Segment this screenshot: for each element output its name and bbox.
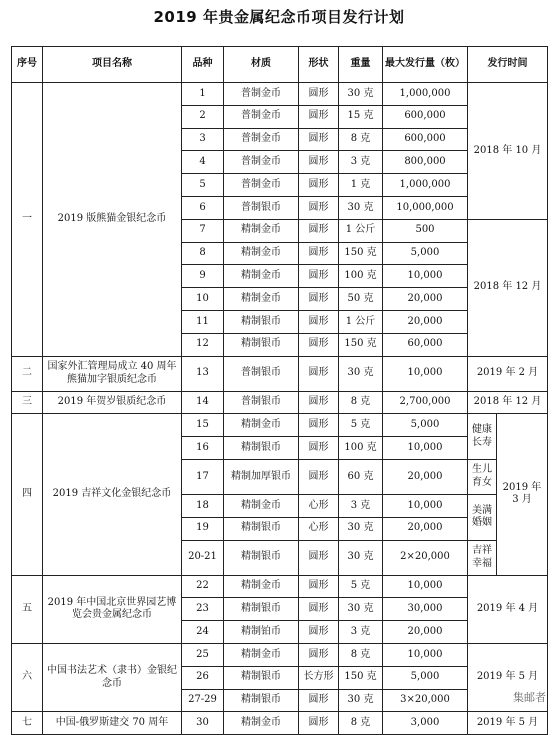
weight: 8 克 bbox=[339, 391, 383, 414]
item-no: 18 bbox=[182, 494, 224, 517]
table-row bbox=[12, 643, 548, 666]
weight: 30 克 bbox=[339, 356, 383, 391]
weight: 30 克 bbox=[339, 689, 383, 712]
max-qty: 800,000 bbox=[383, 151, 468, 174]
material: 普制银币 bbox=[224, 196, 299, 219]
issuance-plan-table bbox=[11, 46, 548, 735]
weight: 8 克 bbox=[339, 128, 383, 151]
weight: 3 克 bbox=[339, 151, 383, 174]
material: 精制金币 bbox=[224, 265, 299, 288]
max-qty: 5,000 bbox=[383, 666, 468, 689]
header-shape: 形状 bbox=[299, 47, 339, 83]
item-no: 12 bbox=[182, 333, 224, 356]
weight: 150 克 bbox=[339, 666, 383, 689]
item-no: 6 bbox=[182, 196, 224, 219]
item-no: 11 bbox=[182, 310, 224, 333]
shape: 圆形 bbox=[299, 242, 339, 265]
max-qty: 5,000 bbox=[383, 242, 468, 265]
theme-label: 生儿育女 bbox=[468, 459, 497, 494]
max-qty: 10,000 bbox=[383, 437, 468, 460]
group-seq: 四 bbox=[12, 414, 43, 575]
header-weight: 重量 bbox=[339, 47, 383, 83]
max-qty: 20,000 bbox=[383, 517, 468, 540]
material: 精制金币 bbox=[224, 494, 299, 517]
project-name: 2019 吉祥文化金银纪念币 bbox=[43, 414, 182, 575]
table-row bbox=[12, 83, 548, 106]
weight: 3 克 bbox=[339, 494, 383, 517]
weight: 3 克 bbox=[339, 621, 383, 644]
material: 精制银币 bbox=[224, 517, 299, 540]
header-material: 材质 bbox=[224, 47, 299, 83]
theme-label: 吉祥幸福 bbox=[468, 540, 497, 575]
shape: 圆形 bbox=[299, 288, 339, 311]
weight: 1 公斤 bbox=[339, 310, 383, 333]
max-qty: 10,000 bbox=[383, 265, 468, 288]
max-qty: 600,000 bbox=[383, 105, 468, 128]
project-name: 中国书法艺术（隶书）金银纪念币 bbox=[43, 643, 182, 711]
weight: 15 克 bbox=[339, 105, 383, 128]
shape: 圆形 bbox=[299, 174, 339, 197]
table-row bbox=[12, 414, 548, 437]
group-seq: 五 bbox=[12, 575, 43, 643]
max-qty: 1,000,000 bbox=[383, 83, 468, 106]
shape: 长方形 bbox=[299, 666, 339, 689]
watermark: 集邮者 bbox=[513, 691, 546, 704]
max-qty: 30,000 bbox=[383, 598, 468, 621]
shape: 圆形 bbox=[299, 265, 339, 288]
weight: 5 克 bbox=[339, 414, 383, 437]
item-no: 16 bbox=[182, 437, 224, 460]
material: 精制银币 bbox=[224, 437, 299, 460]
shape: 圆形 bbox=[299, 414, 339, 437]
shape: 圆形 bbox=[299, 540, 339, 575]
shape: 圆形 bbox=[299, 151, 339, 174]
shape: 圆形 bbox=[299, 310, 339, 333]
weight: 100 克 bbox=[339, 265, 383, 288]
item-no: 5 bbox=[182, 174, 224, 197]
item-no: 17 bbox=[182, 459, 224, 494]
header-date: 发行时间 bbox=[468, 47, 548, 83]
max-qty: 20,000 bbox=[383, 621, 468, 644]
material: 精制银币 bbox=[224, 310, 299, 333]
material: 精制银币 bbox=[224, 333, 299, 356]
material: 精制金币 bbox=[224, 575, 299, 598]
item-no: 30 bbox=[182, 712, 224, 735]
item-no: 15 bbox=[182, 414, 224, 437]
issue-date: 2018 年 10 月 bbox=[468, 83, 548, 220]
header-max-qty: 最大发行量（枚） bbox=[383, 47, 468, 83]
weight: 30 克 bbox=[339, 196, 383, 219]
shape: 圆形 bbox=[299, 356, 339, 391]
group-seq: 六 bbox=[12, 643, 43, 711]
item-no: 2 bbox=[182, 105, 224, 128]
material: 普制银币 bbox=[224, 391, 299, 414]
max-qty: 60,000 bbox=[383, 333, 468, 356]
item-no: 14 bbox=[182, 391, 224, 414]
shape: 圆形 bbox=[299, 621, 339, 644]
shape: 心形 bbox=[299, 494, 339, 517]
shape: 圆形 bbox=[299, 437, 339, 460]
issue-date: 2019 年 5 月 bbox=[468, 712, 548, 735]
item-no: 22 bbox=[182, 575, 224, 598]
weight: 5 克 bbox=[339, 575, 383, 598]
max-qty: 5,000 bbox=[383, 414, 468, 437]
theme-label: 健康长寿 bbox=[468, 414, 497, 460]
issue-date: 2019 年 2 月 bbox=[468, 356, 548, 391]
group-seq: 一 bbox=[12, 83, 43, 357]
material: 精制银币 bbox=[224, 540, 299, 575]
weight: 30 克 bbox=[339, 598, 383, 621]
table-row bbox=[12, 575, 548, 598]
item-no: 8 bbox=[182, 242, 224, 265]
material: 精制银币 bbox=[224, 689, 299, 712]
material: 精制金币 bbox=[224, 219, 299, 242]
material: 普制银币 bbox=[224, 356, 299, 391]
weight: 30 克 bbox=[339, 517, 383, 540]
material: 普制金币 bbox=[224, 128, 299, 151]
item-no: 7 bbox=[182, 219, 224, 242]
max-qty: 10,000 bbox=[383, 356, 468, 391]
max-qty: 20,000 bbox=[383, 288, 468, 311]
weight: 8 克 bbox=[339, 643, 383, 666]
issue-date: 2018 年 12 月 bbox=[468, 391, 548, 414]
max-qty: 10,000 bbox=[383, 575, 468, 598]
material: 精制银币 bbox=[224, 598, 299, 621]
shape: 圆形 bbox=[299, 105, 339, 128]
material: 普制金币 bbox=[224, 151, 299, 174]
project-name: 2019 年中国北京世界园艺博览会贵金属纪念币 bbox=[43, 575, 182, 643]
table-row bbox=[12, 391, 548, 414]
header-item: 品种 bbox=[182, 47, 224, 83]
item-no: 1 bbox=[182, 83, 224, 106]
weight: 30 克 bbox=[339, 540, 383, 575]
max-qty: 500 bbox=[383, 219, 468, 242]
max-qty: 10,000,000 bbox=[383, 196, 468, 219]
material: 普制金币 bbox=[224, 83, 299, 106]
material: 精制金币 bbox=[224, 242, 299, 265]
table-row bbox=[12, 712, 548, 735]
item-no: 26 bbox=[182, 666, 224, 689]
weight: 150 克 bbox=[339, 333, 383, 356]
shape: 圆形 bbox=[299, 196, 339, 219]
max-qty: 10,000 bbox=[383, 643, 468, 666]
max-qty: 2×20,000 bbox=[383, 540, 468, 575]
material: 精制加厚银币 bbox=[224, 459, 299, 494]
material: 精制铂币 bbox=[224, 621, 299, 644]
shape: 圆形 bbox=[299, 643, 339, 666]
group-seq: 七 bbox=[12, 712, 43, 735]
project-name: 2019 版熊猫金银纪念币 bbox=[43, 83, 182, 357]
shape: 圆形 bbox=[299, 575, 339, 598]
material: 精制银币 bbox=[224, 666, 299, 689]
item-no: 9 bbox=[182, 265, 224, 288]
max-qty: 600,000 bbox=[383, 128, 468, 151]
header-row bbox=[12, 47, 548, 83]
shape: 圆形 bbox=[299, 391, 339, 414]
material: 精制金币 bbox=[224, 712, 299, 735]
theme-label: 美满婚姻 bbox=[468, 494, 497, 540]
item-no: 13 bbox=[182, 356, 224, 391]
issue-date: 2019 年 5 月 bbox=[468, 643, 548, 711]
max-qty: 3,000 bbox=[383, 712, 468, 735]
weight: 60 克 bbox=[339, 459, 383, 494]
shape: 圆形 bbox=[299, 689, 339, 712]
shape: 心形 bbox=[299, 517, 339, 540]
weight: 8 克 bbox=[339, 712, 383, 735]
material: 精制金币 bbox=[224, 414, 299, 437]
weight: 50 克 bbox=[339, 288, 383, 311]
item-no: 23 bbox=[182, 598, 224, 621]
issue-date: 2019 年 4 月 bbox=[468, 575, 548, 643]
header-project: 项目名称 bbox=[43, 47, 182, 83]
project-name: 中国-俄罗斯建交 70 周年 bbox=[43, 712, 182, 735]
max-qty: 20,000 bbox=[383, 459, 468, 494]
shape: 圆形 bbox=[299, 459, 339, 494]
item-no: 25 bbox=[182, 643, 224, 666]
table-row bbox=[12, 356, 548, 391]
weight: 30 克 bbox=[339, 83, 383, 106]
issue-date: 2019 年 3 月 bbox=[497, 414, 548, 575]
weight: 100 克 bbox=[339, 437, 383, 460]
max-qty: 20,000 bbox=[383, 310, 468, 333]
page-title: 2019 年贵金属纪念币项目发行计划 bbox=[153, 8, 405, 26]
weight: 1 克 bbox=[339, 174, 383, 197]
header-seq: 序号 bbox=[12, 47, 43, 83]
shape: 圆形 bbox=[299, 83, 339, 106]
project-name: 国家外汇管理局成立 40 周年熊猫加字银质纪念币 bbox=[43, 356, 182, 391]
item-no: 20-21 bbox=[182, 540, 224, 575]
weight: 150 克 bbox=[339, 242, 383, 265]
material: 普制金币 bbox=[224, 174, 299, 197]
project-name: 2019 年贺岁银质纪念币 bbox=[43, 391, 182, 414]
weight: 1 公斤 bbox=[339, 219, 383, 242]
material: 精制金币 bbox=[224, 288, 299, 311]
max-qty: 3×20,000 bbox=[383, 689, 468, 712]
issue-date: 2018 年 12 月 bbox=[468, 219, 548, 356]
group-seq: 二 bbox=[12, 356, 43, 391]
item-no: 10 bbox=[182, 288, 224, 311]
shape: 圆形 bbox=[299, 598, 339, 621]
shape: 圆形 bbox=[299, 333, 339, 356]
shape: 圆形 bbox=[299, 712, 339, 735]
shape: 圆形 bbox=[299, 128, 339, 151]
shape: 圆形 bbox=[299, 219, 339, 242]
max-qty: 2,700,000 bbox=[383, 391, 468, 414]
max-qty: 10,000 bbox=[383, 494, 468, 517]
item-no: 3 bbox=[182, 128, 224, 151]
item-no: 27-29 bbox=[182, 689, 224, 712]
material: 精制金币 bbox=[224, 643, 299, 666]
item-no: 19 bbox=[182, 517, 224, 540]
group-seq: 三 bbox=[12, 391, 43, 414]
item-no: 4 bbox=[182, 151, 224, 174]
max-qty: 1,000,000 bbox=[383, 174, 468, 197]
material: 普制金币 bbox=[224, 105, 299, 128]
item-no: 24 bbox=[182, 621, 224, 644]
